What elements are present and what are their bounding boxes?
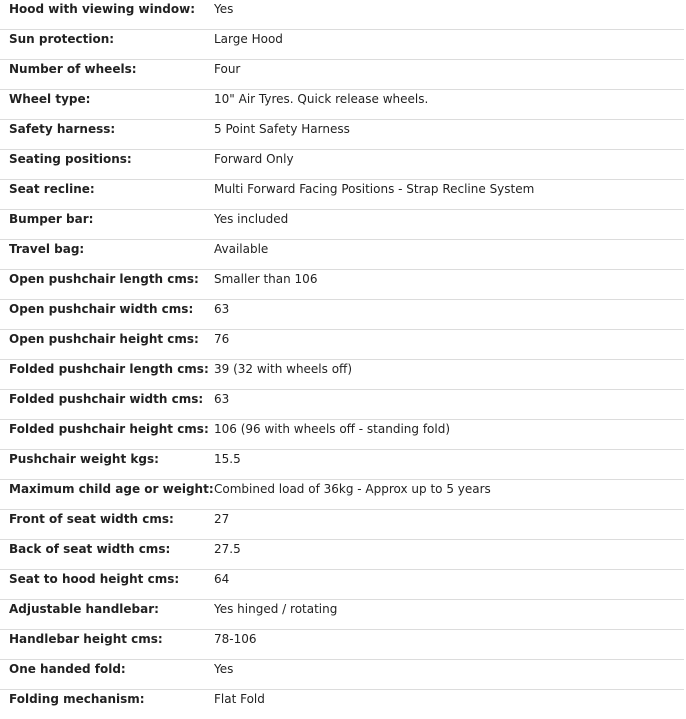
spec-value: 39 (32 with wheels off) xyxy=(214,360,684,390)
spec-label: Folded pushchair length cms: xyxy=(0,360,214,390)
spec-label: Travel bag: xyxy=(0,240,214,270)
spec-label: Handlebar height cms: xyxy=(0,630,214,660)
spec-label: Safety harness: xyxy=(0,120,214,150)
spec-row-folded-width xyxy=(0,390,684,420)
spec-row-sun-protection xyxy=(0,30,684,60)
spec-label: Folded pushchair height cms: xyxy=(0,420,214,450)
spec-value: Forward Only xyxy=(214,150,684,180)
spec-label: One handed fold: xyxy=(0,660,214,690)
spec-value: 27.5 xyxy=(214,540,684,570)
spec-label: Bumper bar: xyxy=(0,210,214,240)
spec-label: Folding mechanism: xyxy=(0,690,214,719)
spec-label: Back of seat width cms: xyxy=(0,540,214,570)
spec-label: Hood with viewing window: xyxy=(0,0,214,30)
spec-value: 76 xyxy=(214,330,684,360)
spec-value: Flat Fold xyxy=(214,690,684,719)
spec-row-safety-harness xyxy=(0,120,684,150)
spec-label: Adjustable handlebar: xyxy=(0,600,214,630)
spec-value: Smaller than 106 xyxy=(214,270,684,300)
spec-row-open-width xyxy=(0,300,684,330)
spec-label: Folded pushchair width cms: xyxy=(0,390,214,420)
spec-row-front-seat-width xyxy=(0,510,684,540)
spec-value: 5 Point Safety Harness xyxy=(214,120,684,150)
spec-label: Number of wheels: xyxy=(0,60,214,90)
spec-label: Seating positions: xyxy=(0,150,214,180)
spec-row-folding-mechanism xyxy=(0,690,684,719)
spec-value: 78-106 xyxy=(214,630,684,660)
spec-row-folded-height xyxy=(0,420,684,450)
spec-value: 63 xyxy=(214,300,684,330)
spec-row-seat-recline xyxy=(0,180,684,210)
spec-value: Combined load of 36kg - Approx up to 5 years xyxy=(214,480,684,510)
spec-value: 27 xyxy=(214,510,684,540)
spec-value: Four xyxy=(214,60,684,90)
spec-row-pushchair-weight xyxy=(0,450,684,480)
spec-value: 106 (96 with wheels off - standing fold) xyxy=(214,420,684,450)
spec-row-wheel-type xyxy=(0,90,684,120)
spec-label: Open pushchair length cms: xyxy=(0,270,214,300)
spec-value: 63 xyxy=(214,390,684,420)
spec-value: Yes hinged / rotating xyxy=(214,600,684,630)
spec-label: Seat recline: xyxy=(0,180,214,210)
spec-value: Yes xyxy=(214,0,684,30)
spec-value: 64 xyxy=(214,570,684,600)
spec-label: Open pushchair width cms: xyxy=(0,300,214,330)
spec-label: Pushchair weight kgs: xyxy=(0,450,214,480)
spec-row-seat-to-hood-height xyxy=(0,570,684,600)
spec-value: Available xyxy=(214,240,684,270)
spec-label: Wheel type: xyxy=(0,90,214,120)
spec-label: Maximum child age or weight: xyxy=(0,480,214,510)
spec-row-travel-bag xyxy=(0,240,684,270)
spec-row-bumper-bar xyxy=(0,210,684,240)
spec-value: Yes xyxy=(214,660,684,690)
spec-label: Front of seat width cms: xyxy=(0,510,214,540)
spec-row-handlebar-height xyxy=(0,630,684,660)
spec-value: 10" Air Tyres. Quick release wheels. xyxy=(214,90,684,120)
spec-row-number-of-wheels xyxy=(0,60,684,90)
spec-row-folded-length xyxy=(0,360,684,390)
spec-value: Multi Forward Facing Positions - Strap Recline System xyxy=(214,180,684,210)
spec-value: 15.5 xyxy=(214,450,684,480)
spec-row-one-handed-fold xyxy=(0,660,684,690)
spec-row-open-height xyxy=(0,330,684,360)
spec-row-back-seat-width xyxy=(0,540,684,570)
spec-row-hood-viewing-window xyxy=(0,0,684,30)
spec-label: Seat to hood height cms: xyxy=(0,570,214,600)
spec-label: Open pushchair height cms: xyxy=(0,330,214,360)
spec-label: Sun protection: xyxy=(0,30,214,60)
spec-value: Yes included xyxy=(214,210,684,240)
spec-row-adjustable-handlebar xyxy=(0,600,684,630)
spec-value: Large Hood xyxy=(214,30,684,60)
spec-row-open-length xyxy=(0,270,684,300)
spec-row-max-child-age-weight xyxy=(0,480,684,510)
spec-row-seating-positions xyxy=(0,150,684,180)
